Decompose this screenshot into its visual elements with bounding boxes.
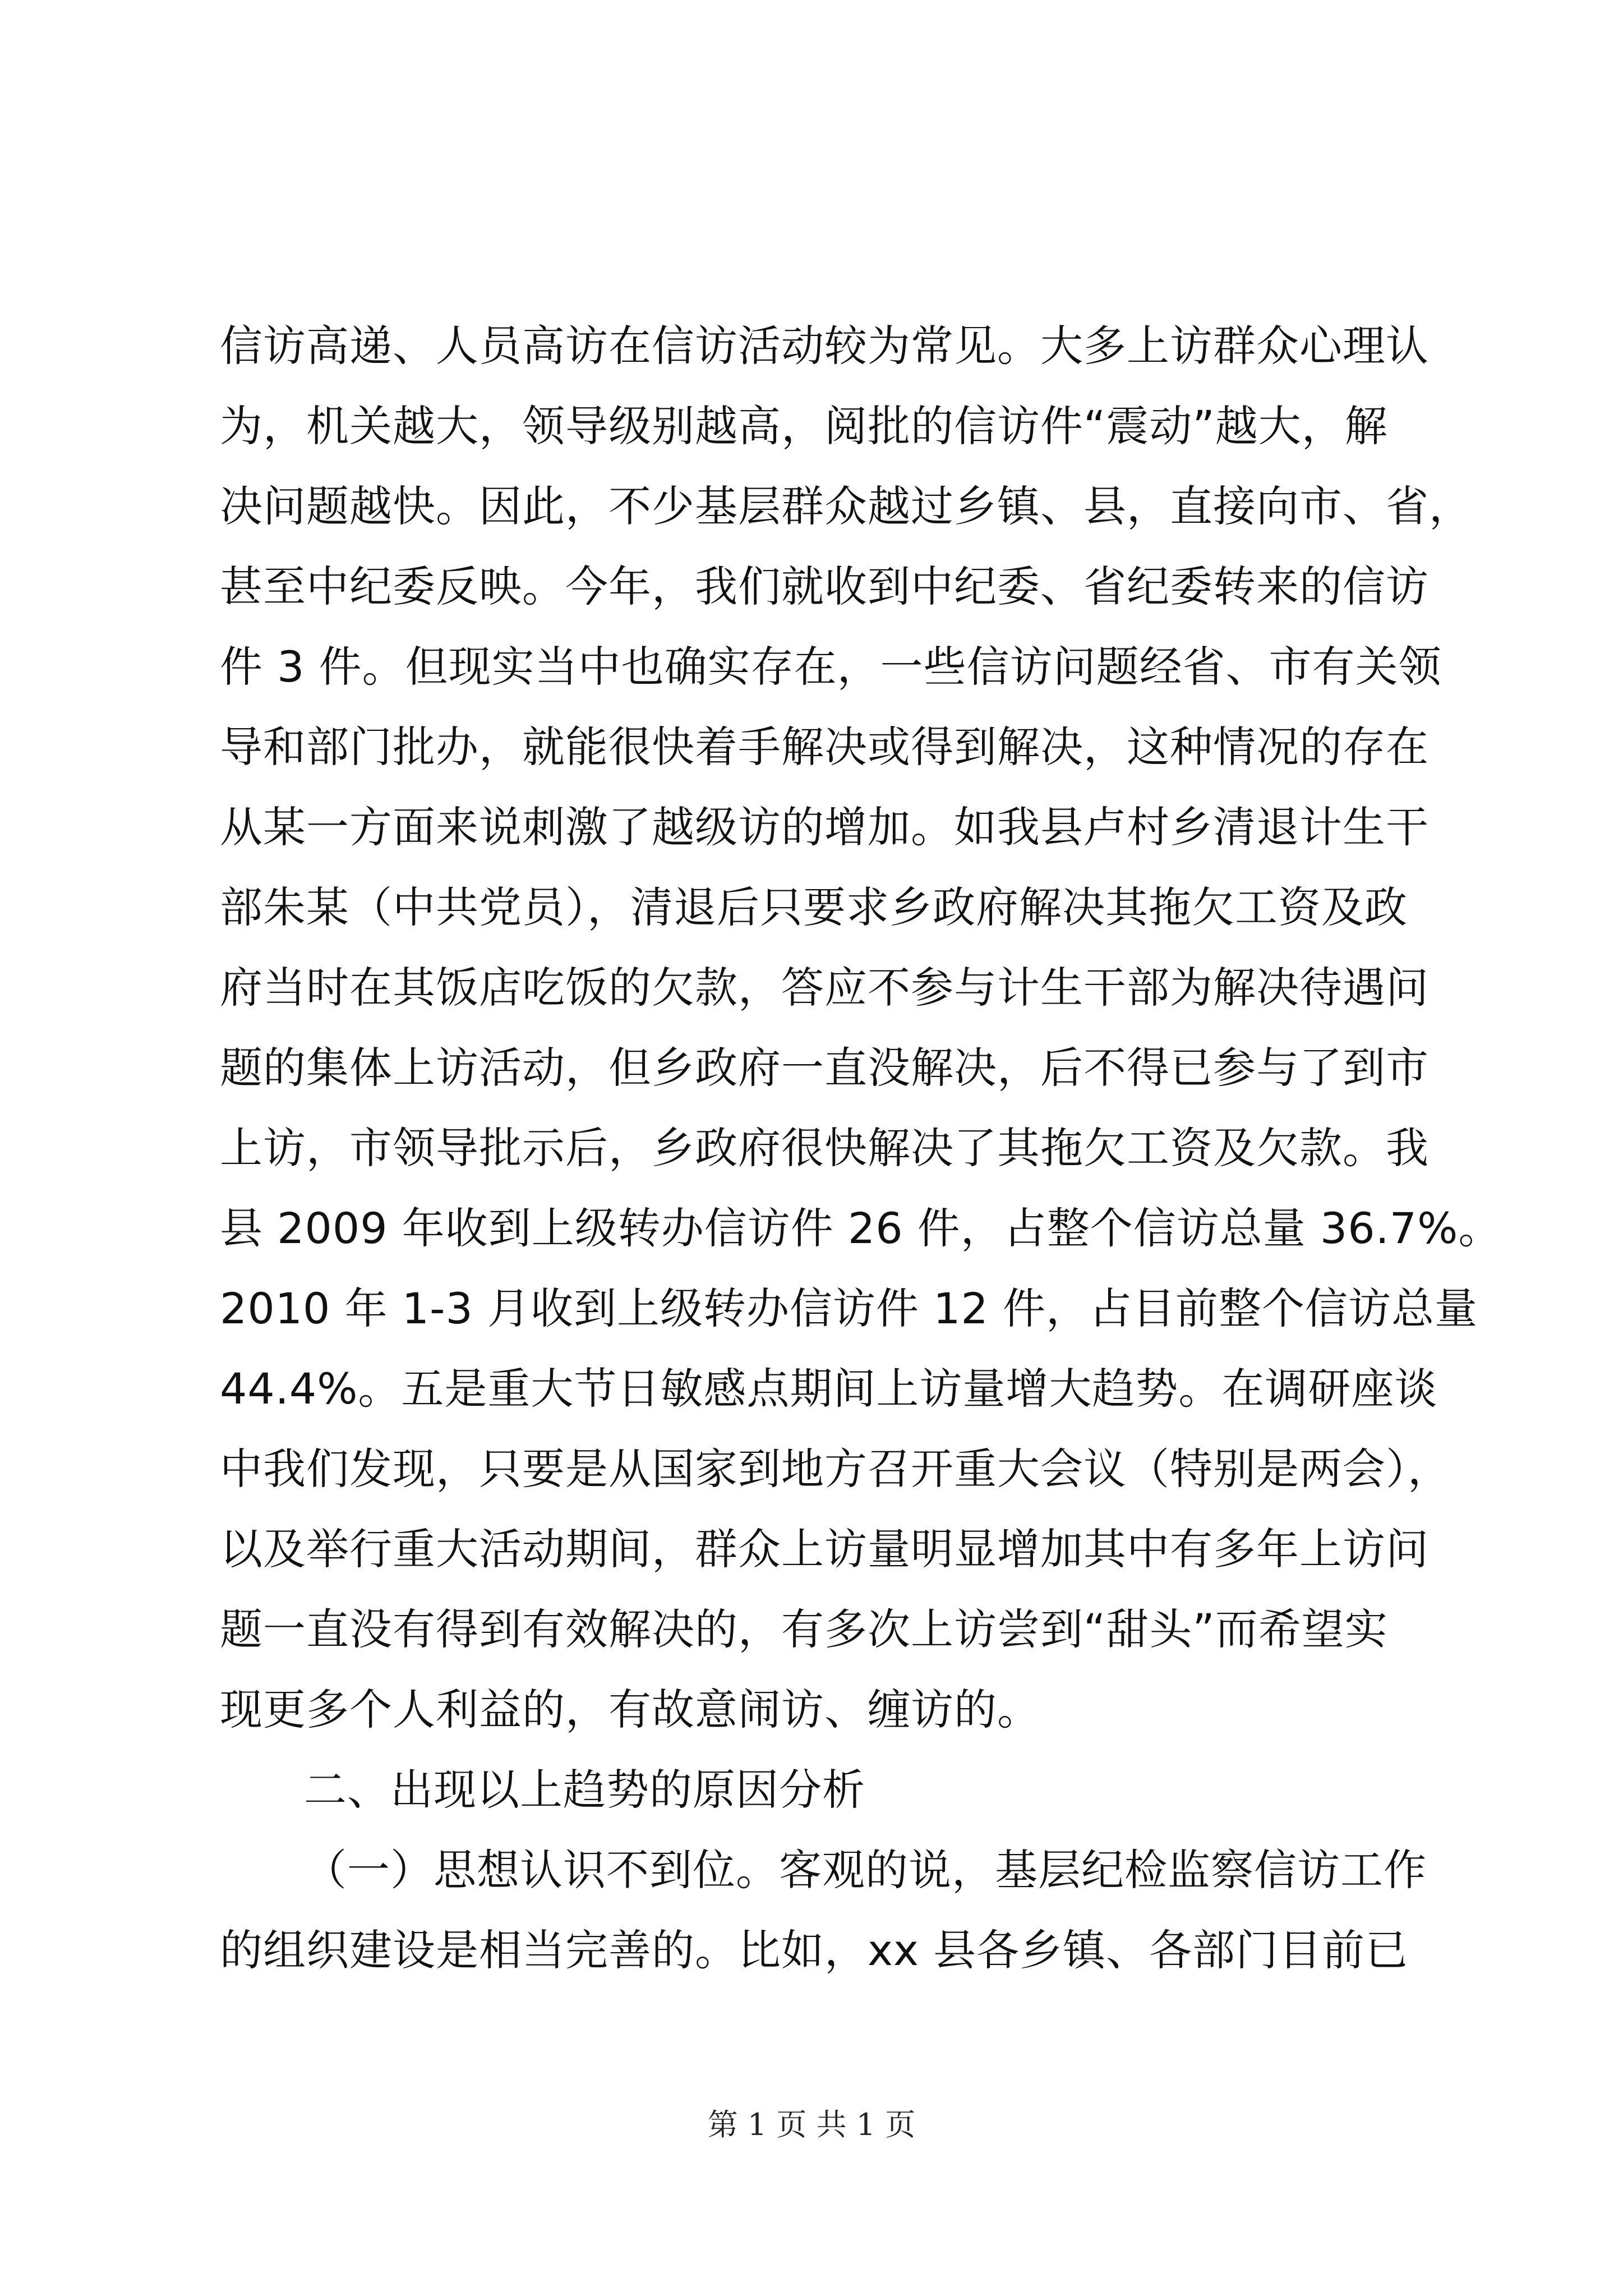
page-footer: 第 1 页 共 1 页 [707, 2107, 916, 2142]
text-line: 的组织建设是相当完善的。比如，xx 县各乡镇、各部门目前已 [220, 1925, 1409, 1975]
text-line: 以及举行重大活动期间，群众上访量明显增加其中有多年上访问 [220, 1524, 1429, 1574]
text-line: 从某一方面来说刺激了越级访的增加。如我县卢村乡清退计生干 [220, 802, 1429, 852]
text-line: 导和部门批办，就能很快着手解决或得到解决，这种情况的存在 [220, 722, 1429, 772]
text-line: 44.4%。五是重大节日敏感点期间上访量增大趋势。在调研座谈 [220, 1364, 1438, 1414]
text-line: 2010 年 1-3 月收到上级转办信访件 12 件，占目前整个信访总量 [220, 1283, 1478, 1333]
text-line: 信访高递、人员高访在信访活动较为常见。大多上访群众心理认 [220, 321, 1429, 371]
text-line: 上访，市领导批示后，乡政府很快解决了其拖欠工资及欠款。我 [220, 1123, 1429, 1173]
text-line: 决问题越快。因此，不少基层群众越过乡镇、县，直接向市、省， [220, 481, 1472, 531]
body-text [220, 306, 1502, 1990]
text-line: 件 3 件。但现实当中也确实存在，一些信访问题经省、市有关领 [220, 642, 1442, 692]
text-line: 甚至中纪委反映。今年，我们就收到中纪委、省纪委转来的信访 [220, 562, 1429, 611]
subsection-lead-line: （一）思想认识不到位。客观的说，基层纪检监察信访工作 [304, 1845, 1427, 1895]
text-line: 题一直没有得到有效解决的，有多次上访尝到“甜头”而希望实 [220, 1604, 1388, 1654]
text-line: 题的集体上访活动，但乡政府一直没解决，后不得已参与了到市 [220, 1043, 1429, 1093]
text-line: 部朱某（中共党员），清退后只要求乡政府解决其拖欠工资及政 [220, 882, 1408, 932]
text-line: 现更多个人利益的，有故意闹访、缠访的。 [220, 1685, 1040, 1734]
text-line: 为，机关越大，领导级别越高，阅批的信访件“震动”越大，解 [220, 401, 1388, 451]
section-heading: 二、出现以上趋势的原因分析 [304, 1765, 865, 1815]
text-line: 县 2009 年收到上级转办信访件 26 件，占整个信访总量 36.7%。 [220, 1203, 1502, 1253]
text-line: 中我们发现，只要是从国家到地方召开重大会议（特别是两会）， [220, 1444, 1451, 1494]
text-line: 府当时在其饭店吃饭的欠款，答应不参与计生干部为解决待遇问 [220, 963, 1429, 1013]
